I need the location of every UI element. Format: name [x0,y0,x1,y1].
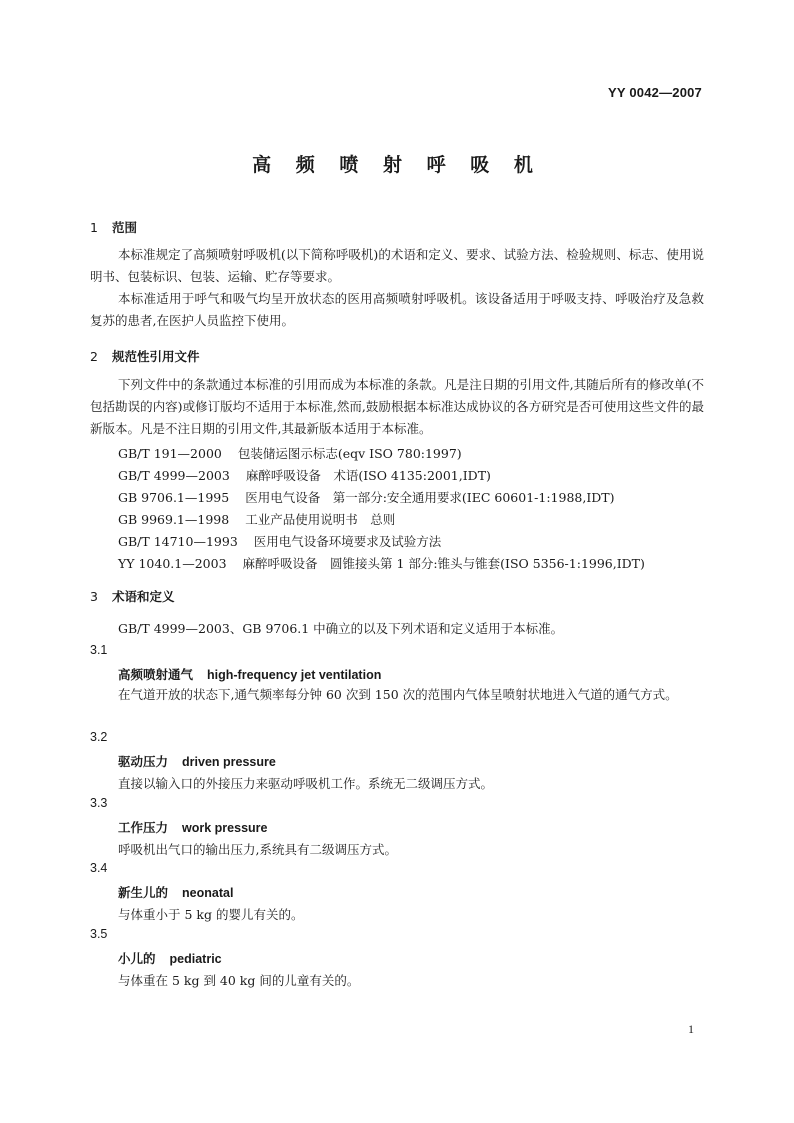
reference-code: GB/T 191—2000 [118,446,222,461]
term-zh: 新生儿的 [118,885,169,900]
normative-intro: 下列文件中的条款通过本标准的引用而成为本标准的条款。凡是注日期的引用文件,其随后所有的修改单(不包括勘误的内容)或修订版均不适用于本标准,然而,鼓励根据本标准达成协议的各方研究是否可使用这些文件的最新版本。凡是不注日期的引用文件,其最新版本适用于本标准。 [90,377,704,436]
term-definition: 呼吸机出气口的输出压力,系统具有二级调压方式。 [118,842,397,857]
standard-code: YY 0042—2007 [608,85,702,100]
reference-item [118,532,441,550]
term-number: 3.4 [90,861,108,875]
scope-paragraph-1: 本标准规定了高频喷射呼吸机(以下简称呼吸机)的术语和定义、要求、试验方法、检验规则、标志、使用说明书、包装标识、包装、运输、贮存等要求。 [90,247,704,284]
term-number: 3.3 [90,796,108,810]
reference-title: 医用电气设备 第一部分:安全通用要求(IEC 60601-1:1988,IDT) [245,490,615,505]
term-number: 3.1 [90,643,108,657]
term-en: work pressure [182,821,268,835]
section-1-heading [90,218,137,236]
term-en: neonatal [182,886,234,900]
term-zh: 小儿的 [118,951,156,966]
term-number: 3.5 [90,927,108,941]
reference-item [118,488,615,506]
term-definition: 与体重小于 5 kg 的婴儿有关的。 [118,907,304,922]
section-1-title: 范围 [112,220,138,235]
reference-title: 医用电气设备环境要求及试验方法 [253,534,442,549]
reference-item [118,444,462,462]
section-3-number: 3 [90,589,98,604]
section-2-heading [90,347,200,365]
page-number: 1 [688,1022,694,1036]
reference-code: GB/T 14710—1993 [118,534,238,549]
reference-item [118,554,645,572]
term-zh: 驱动压力 [118,754,169,769]
term-zh: 工作压力 [118,820,169,835]
term-definition: 与体重在 5 kg 到 40 kg 间的儿童有关的。 [118,973,360,988]
reference-code: GB 9969.1—1998 [118,512,230,527]
section-3-heading [90,587,175,605]
term-en: high-frequency jet ventilation [207,668,382,682]
reference-item [118,510,395,528]
term-definition: 在气道开放的状态下,通气频率每分钟 60 次到 150 次的范围内气体呈喷射状地进入气道的通气方式。 [118,687,678,702]
term-en: driven pressure [182,755,276,769]
reference-code: YY 1040.1—2003 [118,556,227,571]
term-heading [118,949,222,967]
term-heading [118,883,233,901]
section-2-number: 2 [90,349,98,364]
term-number: 3.2 [90,730,108,744]
reference-code: GB 9706.1—1995 [118,490,230,505]
reference-item [118,466,491,484]
section-3-title: 术语和定义 [112,589,175,604]
term-en: pediatric [169,952,222,966]
term-heading [118,818,267,836]
term-zh: 高频喷射通气 [118,667,194,682]
reference-title: 麻醉呼吸设备 术语(ISO 4135:2001,IDT) [245,468,491,483]
section-1-number: 1 [90,220,98,235]
document-title: 高 频 喷 射 呼 吸 机 [252,154,542,176]
reference-title: 工业产品使用说明书 总则 [245,512,396,527]
terms-intro: GB/T 4999—2003、GB 9706.1 中确立的以及下列术语和定义适用于本标准。 [118,621,564,636]
term-heading [118,752,276,770]
reference-title: 麻醉呼吸设备 圆锥接头第 1 部分:锥头与锥套(ISO 5356-1:1996,IDT) [242,556,645,571]
term-definition: 直接以输入口的外接压力来驱动呼吸机工作。系统无二级调压方式。 [118,776,494,791]
reference-code: GB/T 4999—2003 [118,468,230,483]
scope-paragraph-2: 本标准适用于呼气和吸气均呈开放状态的医用高频喷射呼吸机。该设备适用于呼吸支持、呼吸治疗及急救复苏的患者,在医护人员监控下使用。 [90,291,704,328]
reference-title: 包装储运图示标志(eqv ISO 780:1997) [237,446,462,461]
term-heading [118,665,381,683]
section-2-title: 规范性引用文件 [112,349,200,364]
